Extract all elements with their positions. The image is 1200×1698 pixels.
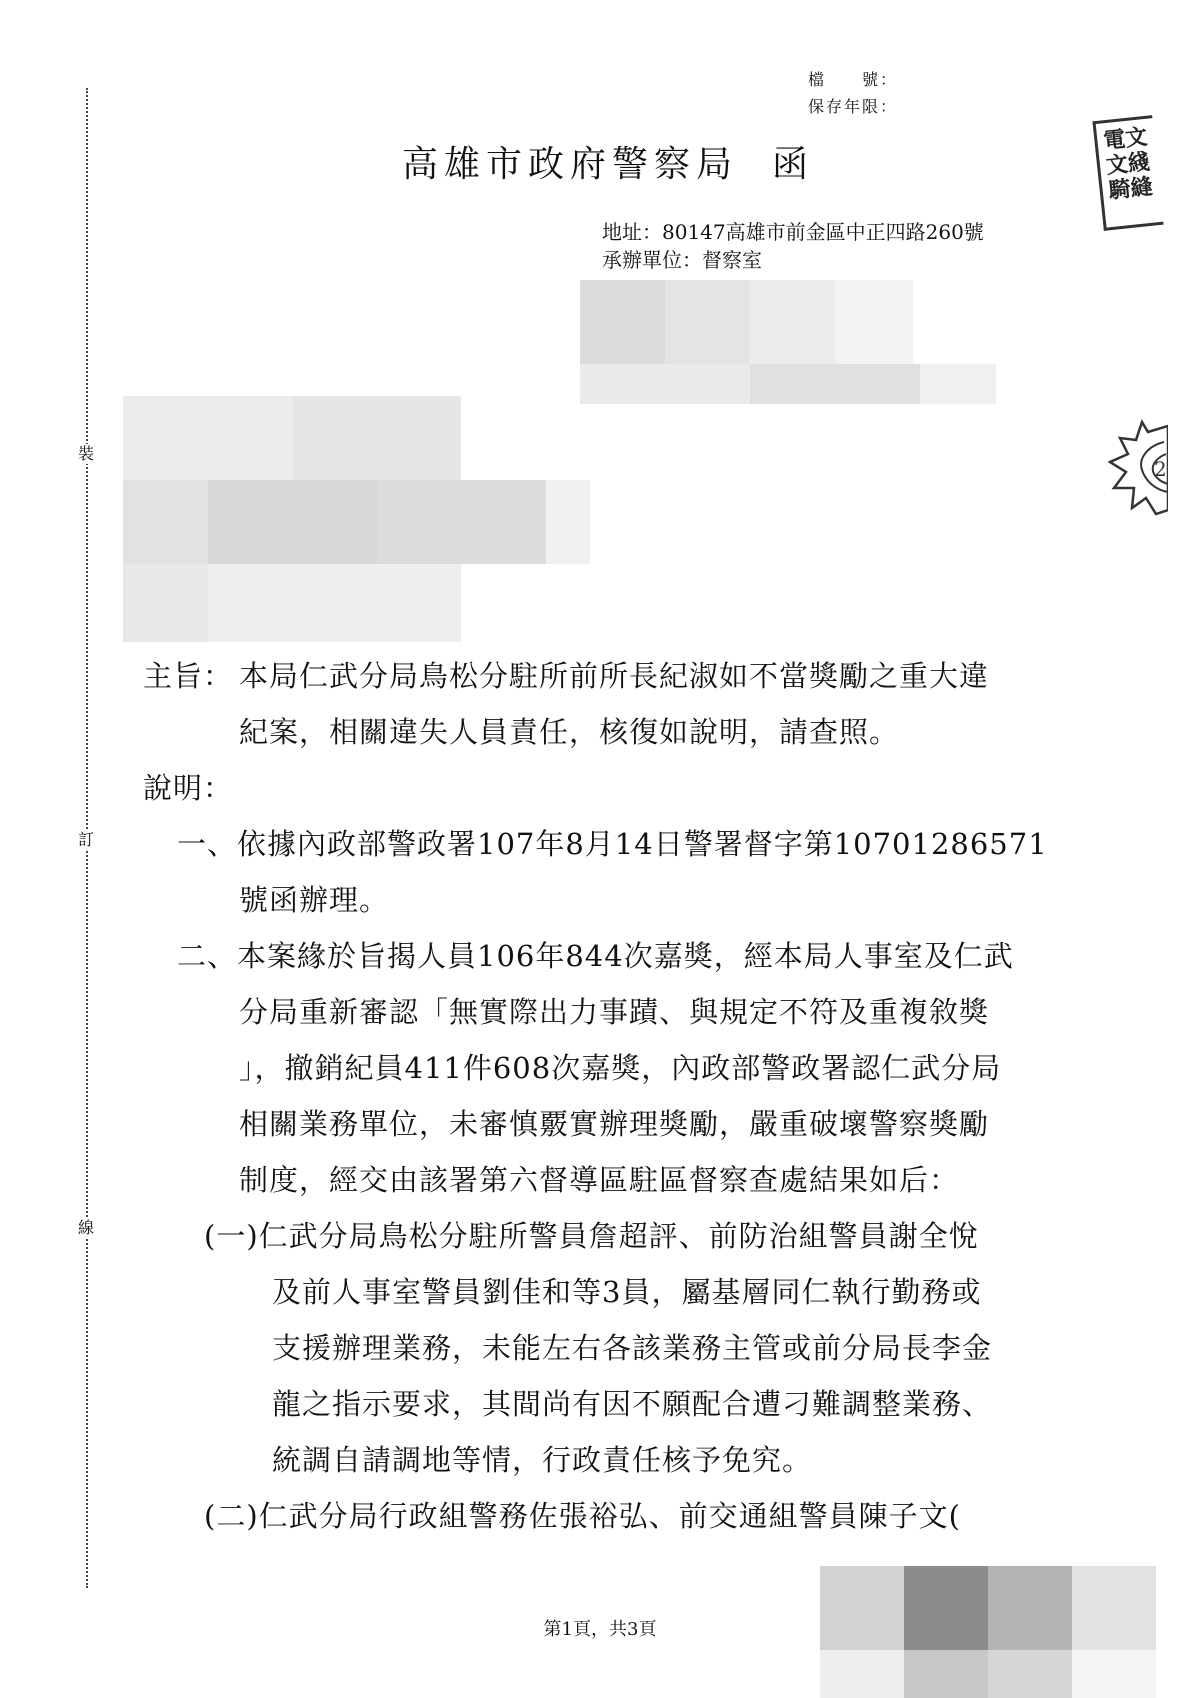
subject-line: 紀案，相關違失人員責任，核復如說明，請查照。 [239, 715, 900, 749]
explanation-item-line: 二、本案緣於旨揭人員106年844次嘉獎，經本局人事室及仁武 [177, 939, 1014, 973]
sub-item-line: 及前人事室警員劉佳和等3員，屬基層同仁執行勤務或 [272, 1275, 982, 1309]
seal-number: 2 [1154, 457, 1167, 481]
official-stamp [1092, 115, 1163, 231]
explanation-item-line: 相關業務單位，未審慎覈實辦理獎勵，嚴重破壞警察獎勵 [239, 1107, 990, 1141]
address-line: 地址：80147高雄市前金區中正四路260號 [602, 220, 984, 244]
explanation-item-line: 制度，經交由該署第六督導區駐區督察查處結果如后： [239, 1163, 960, 1197]
explanation-item-line: 一、依據內政部警政署107年8月14日警署督字第10701286571 [177, 827, 1048, 861]
stamp-line: 騎縫 [1107, 173, 1154, 205]
file-number-label: 檔 號： [808, 70, 899, 89]
sub-item-line: 支援辦理業務，未能左右各該業務主管或前分局長李金 [272, 1331, 993, 1365]
seam-seal-icon [1108, 418, 1168, 518]
sub-item-line: 龍之指示要求，其間尚有因不願配合遭刁難調整業務、 [272, 1387, 993, 1421]
document-title [402, 136, 814, 187]
subject-line: 本局仁武分局鳥松分駐所前所長紀淑如不當獎勵之重大違 [239, 659, 990, 693]
sub-item-line: (一)仁武分局鳥松分駐所警員詹超評、前防治組警員謝全悅 [204, 1219, 979, 1253]
stamp-line: 文綫 [1104, 148, 1152, 180]
sub-item-line: (二)仁武分局行政組警務佐張裕弘、前交通組警員陳子文( [204, 1499, 961, 1533]
explanation-item-line: 」，撤銷紀員411件608次嘉獎，內政部警政署認仁武分局 [239, 1051, 1002, 1085]
agency-name: 高雄市政府警察局 [402, 144, 739, 185]
binding-mark-xian: 線 [77, 1218, 94, 1237]
binding-mark-ding: 訂 [77, 830, 94, 849]
retention-label: 保存年限： [808, 97, 899, 116]
file-info [808, 66, 898, 120]
explanation-label: 說明： [143, 771, 234, 805]
explanation-item-line: 分局重新審認「無實際出力事蹟、與規定不符及重複敘獎 [239, 995, 990, 1029]
page-number: 第1頁，共3頁 [543, 1619, 657, 1640]
binding-mark-zhuang: 裝 [77, 444, 94, 463]
document-type: 函 [772, 144, 815, 185]
sub-item-line: 統調自請調地等情，行政責任核予免究。 [272, 1443, 813, 1477]
explanation-item-line: 號函辦理。 [239, 883, 390, 917]
stamp-line: 電文 [1102, 123, 1149, 155]
address-block [602, 218, 984, 274]
subject-label: 主旨： [143, 659, 234, 693]
handling-unit-line: 承辦單位：督察室 [602, 248, 762, 272]
